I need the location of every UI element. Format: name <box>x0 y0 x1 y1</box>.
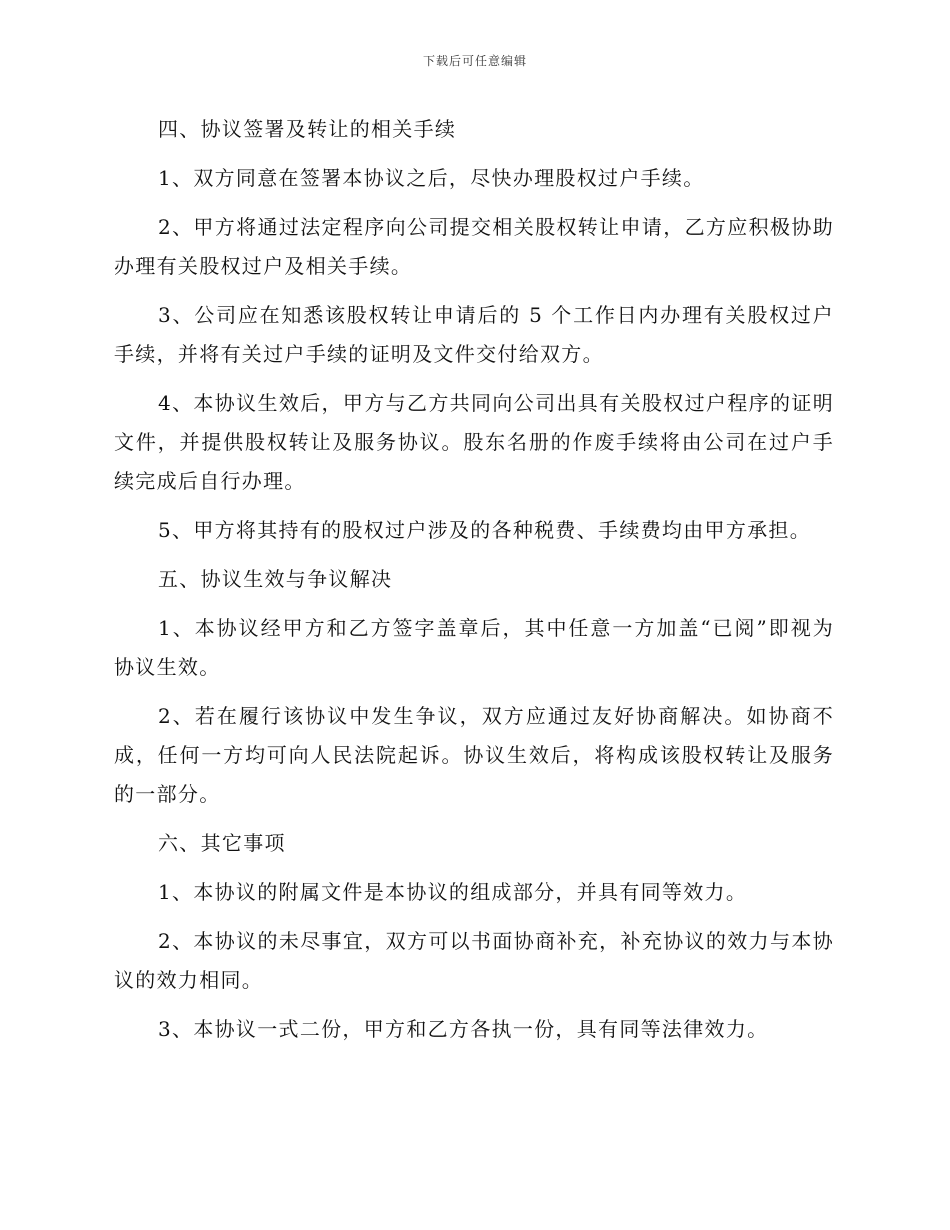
clause-paragraph: 5、甲方将其持有的股权过户涉及的各种税费、手续费均由甲方承担。 <box>158 518 812 542</box>
clause-paragraph: 3、公司应在知悉该股权转让申请后的 5 个工作日内办理有关股权过户手续，并将有关过户手续的证明及文件交付给双方。 <box>114 303 834 366</box>
clause-paragraph: 1、本协议经甲方和乙方签字盖章后，其中任意一方加盖“已阅”即视为协议生效。 <box>114 616 834 679</box>
document-body <box>114 110 834 1049</box>
clause-paragraph: 2、本协议的未尽事宜，双方可以书面协商补充，补充协议的效力与本协议的效力相同。 <box>114 929 834 992</box>
clause-paragraph: 1、双方同意在签署本协议之后，尽快办理股权过户手续。 <box>158 166 705 190</box>
page-header: 下载后可任意编辑 <box>422 54 527 68</box>
clause-paragraph: 4、本协议生效后，甲方与乙方共同向公司出具有关股权过户程序的证明文件，并提供股权转让及服务协议。股东名册的作废手续将由公司在过户手续完成后自行办理。 <box>114 391 834 493</box>
section-heading-effect: 五、协议生效与争议解决 <box>158 567 393 591</box>
clause-paragraph: 2、甲方将通过法定程序向公司提交相关股权转让申请，乙方应积极协助办理有关股权过户及相关手续。 <box>114 215 834 278</box>
clause-paragraph: 1、本协议的附属文件是本协议的组成部分，并具有同等效力。 <box>158 880 748 904</box>
clause-paragraph: 2、若在履行该协议中发生争议，双方应通过友好协商解决。如协商不成，任何一方均可向人民法院起诉。协议生效后，将构成该股权转让及服务的一部分。 <box>114 704 834 806</box>
clause-paragraph: 3、本协议一式二份，甲方和乙方各执一份，具有同等法律效力。 <box>158 1017 769 1041</box>
section-heading-other: 六、其它事项 <box>158 831 286 855</box>
section-heading-signing: 四、协议签署及转让的相关手续 <box>158 117 457 141</box>
